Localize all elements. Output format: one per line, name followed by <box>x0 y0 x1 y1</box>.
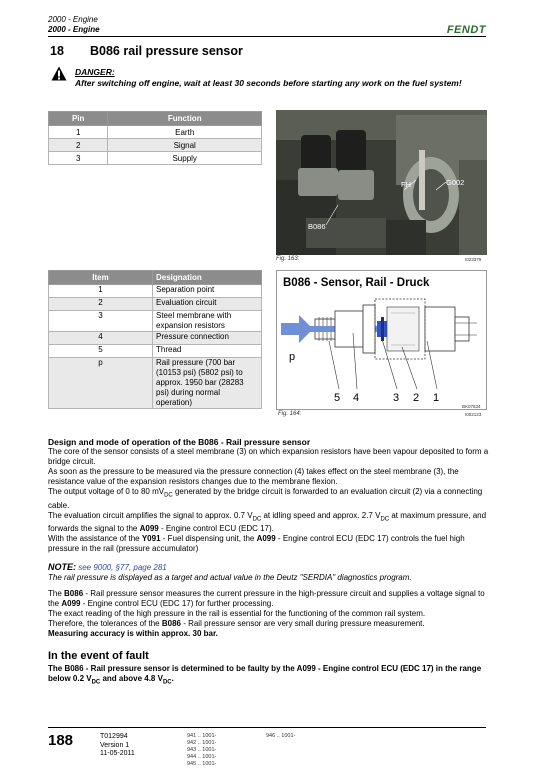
details-paragraph: Measuring accuracy is within approx. 30 bar. <box>48 629 218 638</box>
table-cell: 1 <box>49 126 108 139</box>
diagram-title: B086 - Sensor, Rail - Druck <box>283 277 430 289</box>
footer-meta <box>100 733 135 759</box>
footer-code: 941 .. 1001- <box>187 733 217 739</box>
text-run: . <box>171 674 174 683</box>
table-row <box>49 139 262 152</box>
table-row <box>49 285 262 298</box>
section-number: 18 <box>50 44 64 58</box>
warning-triangle-icon <box>51 66 67 81</box>
footer-code: 942 .. 1001- <box>187 740 217 746</box>
item-table <box>48 270 262 409</box>
footer-code: 944 .. 1001- <box>187 754 217 760</box>
figure-id: I002123 <box>465 412 482 417</box>
brand-logo: FENDT <box>446 24 486 36</box>
footer-date: 11-05-2011 <box>100 750 135 757</box>
table-row <box>49 358 262 409</box>
text-run: and above 4.8 V <box>100 674 163 683</box>
design-paragraph <box>48 534 490 554</box>
table-header: Function <box>108 112 262 126</box>
photo-label-g002: G002 <box>446 178 465 187</box>
table-cell: Evaluation circuit <box>153 298 262 311</box>
note-line <box>48 562 490 573</box>
design-paragraph <box>48 487 490 511</box>
table-cell: Separation point <box>153 285 262 298</box>
footer-code: 943 .. 1001- <box>187 747 217 753</box>
table-cell: Rail pressure (700 bar (10153 psi) (5802 psi) to approx. 1950 bar (28283 psi) during normal operation) <box>153 358 262 409</box>
diagram-label-2: 2 <box>413 392 420 404</box>
component-ref: A099 <box>139 524 159 534</box>
photo-label-fh: FH <box>401 180 411 189</box>
section-title: B086 rail pressure sensor <box>90 44 243 58</box>
component-ref: A099 <box>61 599 81 608</box>
text-run: - Engine control ECU (EDC 17) controls the fuel high pressure in the rail (pressure accumulator) <box>48 534 465 554</box>
text-run: With the assistance of the <box>48 534 142 544</box>
table-row <box>49 126 262 139</box>
figure-caption: Fig. 164: <box>278 411 302 417</box>
footer-code-secondary: 946 .. 1001- <box>266 733 296 739</box>
table-cell: p <box>49 358 153 409</box>
table-header: Pin <box>49 112 108 126</box>
danger-text: After switching off engine, wait at least 30 seconds before starting any work on the fuel system! <box>75 78 462 88</box>
footer-code: 945 .. 1001- <box>187 761 217 767</box>
text-run: The <box>48 589 65 598</box>
fault-text <box>48 664 490 688</box>
diagram-label-p: p <box>289 351 296 363</box>
footer-codes <box>187 733 216 768</box>
table-cell: Signal <box>108 139 262 152</box>
sensor-cross-section <box>277 271 486 409</box>
subscript: DC <box>162 679 172 686</box>
text-run: Therefore, the tolerances of the <box>48 619 162 628</box>
details-paragraph <box>48 619 490 629</box>
footer-doc: T012994 <box>100 733 128 740</box>
pin-table <box>48 111 262 165</box>
table-row <box>49 311 262 332</box>
table-cell: 5 <box>49 345 153 358</box>
table-cell: 3 <box>49 311 153 332</box>
diagram-label-4: 4 <box>353 392 360 404</box>
text-run: at idling speed and approx. 2.7 V <box>261 510 381 520</box>
table-cell: 4 <box>49 332 153 345</box>
component-ref: B086 <box>64 589 84 598</box>
component-ref: B086 <box>161 619 181 628</box>
sensor-diagram <box>276 270 487 410</box>
table-header-row <box>49 271 262 285</box>
subscript: DC <box>91 679 101 686</box>
design-section <box>48 437 490 554</box>
table-row <box>49 345 262 358</box>
footer-version: Version 1 <box>100 741 130 749</box>
note-label: NOTE: <box>48 562 76 572</box>
table-row <box>49 332 262 345</box>
table-row <box>49 152 262 165</box>
text-run: at maximum pressure, and forwards the signal to the <box>48 510 487 534</box>
figure-id: I023379 <box>465 257 482 262</box>
text-run: The B086 - Rail pressure sensor is determined to be faulty by the A099 - Engine control ECU (EDC 17) in the range below 0.2 V <box>48 664 482 683</box>
text-run: - Rail pressure sensor are very small during pressure measurement. <box>180 619 425 628</box>
text-run: - Engine control ECU (EDC 17) for further processing. <box>80 599 274 608</box>
table-header-row <box>49 112 262 126</box>
header-chapter: 2000 - Engine <box>48 15 98 24</box>
table-cell: Supply <box>108 152 262 165</box>
note-link[interactable]: see 9000, §77, page 281 <box>78 563 167 572</box>
table-cell: Pressure connection <box>153 332 262 345</box>
details-paragraph: The exact reading of the high pressure in the rail is essential for the functioning of the common rail system. <box>48 609 426 618</box>
footer-rule <box>48 727 486 728</box>
subscript: DC <box>164 492 173 499</box>
text-run: The output voltage of 0 to 80 mV <box>48 487 165 496</box>
table-cell: 2 <box>49 139 108 152</box>
design-paragraph: As soon as the pressure to be measured via the pressure connection (4) takes effect on the steel membrane (3), the resistance value of the expansion resistors changes due to the membrane flexion. <box>48 467 459 486</box>
header-chapter-bold: 2000 - Engine <box>48 25 100 34</box>
note-section <box>48 562 490 583</box>
photo-label-b086: B086 <box>308 222 326 231</box>
table-header: Item <box>49 271 153 285</box>
figure-caption: Fig. 163: <box>276 256 300 262</box>
diagram-label-5: 5 <box>334 392 341 404</box>
table-cell: 1 <box>49 285 153 298</box>
details-paragraph <box>48 589 490 609</box>
table-header: Designation <box>153 271 262 285</box>
header-rule <box>48 36 486 37</box>
subscript: DC <box>252 516 262 523</box>
table-cell: 3 <box>49 152 108 165</box>
figure-id: BK07534 <box>462 404 481 409</box>
design-paragraph: The core of the sensor consists of a steel membrane (3) on which expansion resistors have been vapour deposited to form a bridge circuit. <box>48 447 489 466</box>
table-cell: Steel membrane with expansion resistors <box>153 311 262 332</box>
text-run: - Engine control ECU (EDC 17). <box>158 524 274 534</box>
fault-heading: In the event of fault <box>48 650 149 662</box>
design-heading: Design and mode of operation of the B086 - Rail pressure sensor <box>48 437 311 447</box>
design-paragraph <box>48 511 490 535</box>
danger-label: DANGER: <box>75 67 115 77</box>
text-run: - Rail pressure sensor measures the current pressure in the high-pressure circuit and supplies a voltage signal to the <box>48 589 485 608</box>
table-row <box>49 298 262 311</box>
engine-photo <box>276 110 487 255</box>
diagram-label-1: 1 <box>433 392 440 404</box>
subscript: DC <box>380 516 390 523</box>
diagram-label-3: 3 <box>393 392 400 404</box>
table-cell: Thread <box>153 345 262 358</box>
note-text: The rail pressure is displayed as a target and actual value in the Deutz "SERDIA" diagnostics program. <box>48 573 412 582</box>
text-run: generated by the bridge circuit is forwarded to an evaluation circuit (2) via a connecting cable. <box>48 487 483 510</box>
table-cell: Earth <box>108 126 262 139</box>
component-ref: Y091 <box>141 534 161 544</box>
text-run: The evaluation circuit amplifies the signal to approx. 0.7 V <box>48 510 253 520</box>
table-cell: 2 <box>49 298 153 311</box>
details-section <box>48 589 490 639</box>
component-ref: A099 <box>256 534 276 544</box>
page-number: 188 <box>48 732 74 749</box>
text-run: - Fuel dispensing unit, the <box>160 534 257 544</box>
